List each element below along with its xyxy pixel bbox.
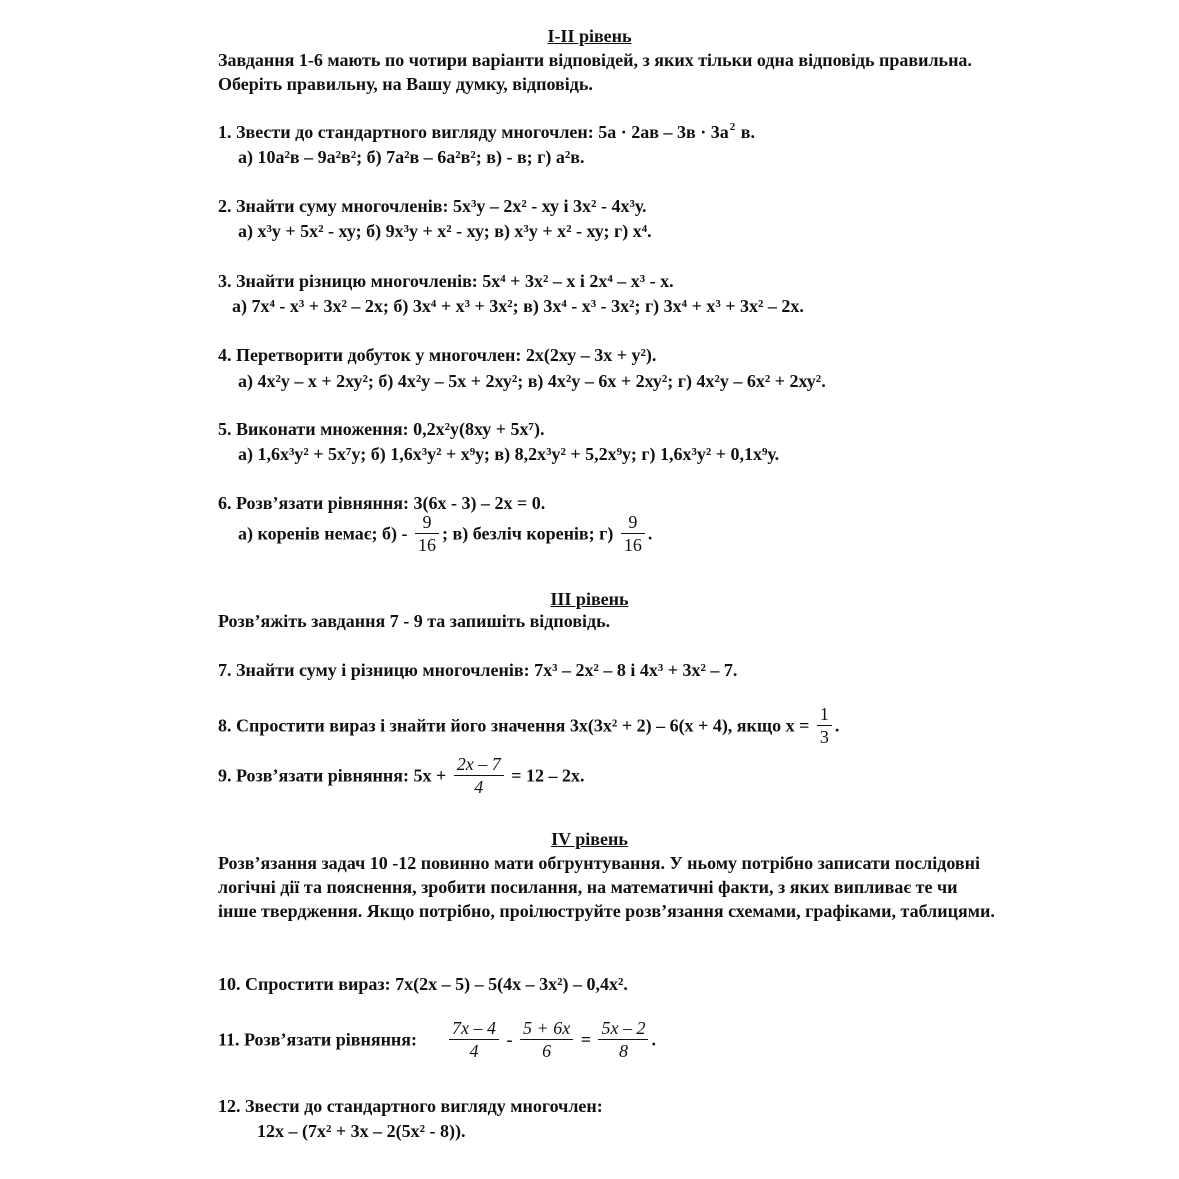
fraction-numerator: 1 (817, 705, 832, 726)
level-1-2-intro: Завдання 1-6 мають по чотири варіанти відповідей, з яких тільки одна відповідь правильна. Оберіть правильну, на Вашу думку, відповідь. (218, 50, 972, 94)
task-6-fraction-b (415, 513, 439, 554)
task-11-op-2: = (580, 1029, 591, 1050)
task-4-answers: а) 4х²у – х + 2ху²; б) 4х²у – 5х + 2ху²; в) 4х²у – 6х + 2ху²; г) 4х²у – 6х² + 2ху². (238, 371, 826, 391)
task-8-end: . (834, 715, 840, 736)
fraction-denominator: 8 (618, 1041, 628, 1061)
fraction-denominator: 16 (417, 535, 436, 555)
task-11-label: 11. Розв’язати рівняння: (218, 1029, 418, 1050)
task-9-fraction (454, 755, 504, 796)
fraction-denominator: 6 (542, 1041, 552, 1061)
task-12-question: 12. Звести до стандартного вигляду многочлен: (218, 1096, 603, 1116)
task-11-end: . (651, 1029, 656, 1050)
task-1-question-end: в. (736, 122, 755, 142)
task-1-answers: а) 10а²в – 9а²в²; б) 7а²в – 6а²в²; в) - в; г) а²в. (238, 147, 585, 167)
task-11-op-1: - (506, 1029, 513, 1050)
fraction-numerator: 9 (415, 513, 439, 534)
task-2-answers: а) х³у + 5х² - ху; б) 9х³у + х² - ху; в) х³у + х² - ху; г) х⁴. (238, 221, 652, 241)
task-2-question: 2. Знайти суму многочленів: 5х³у – 2х² - ху і 3х² - 4х³у. (218, 196, 647, 216)
task-1-question (218, 123, 755, 141)
task-11-fraction-2 (520, 1019, 573, 1060)
fraction-numerator: 5 + 6x (520, 1019, 573, 1040)
level-3-intro: Розв’яжіть завдання 7 - 9 та запишіть відповідь. (218, 611, 611, 631)
task-7-question: 7. Знайти суму і різницю многочленів: 7х³ – 2х² – 8 і 4х³ + 3х² – 7. (218, 660, 738, 680)
task-3-answers: а) 7х⁴ - х³ + 3х² – 2х; б) 3х⁴ + х³ + 3х²; в) 3х⁴ - х³ - 3х²; г) 3х⁴ + х³ + 3х² – 2х. (232, 296, 804, 316)
task-6-answers (238, 513, 652, 554)
task-6-answer-mid: ; в) безліч коренів; г) (441, 523, 614, 544)
task-9-question-text: 9. Розв’язати рівняння: 5х + (218, 765, 447, 786)
fraction-numerator: 2x – 7 (454, 755, 504, 776)
task-6-question: 6. Розв’язати рівняння: 3(6х - 3) – 2х = 0. (218, 493, 546, 513)
task-8-fraction (817, 705, 832, 746)
task-11-fraction-1 (449, 1019, 499, 1060)
level-4-intro: Розв’язання задач 10 -12 повинно мати обгрунтування. У ньому потрібно записати послідовні логічні дії та пояснення, зробити посилання, на математичні факти, з яких випливає те чи інше твердження. Якщо потрібно, проілюструйте розв’язання схемами, графіками, таблицями. (218, 853, 995, 921)
task-8-question (218, 705, 839, 746)
fraction-denominator: 16 (623, 535, 642, 555)
task-9-question (218, 755, 585, 796)
task-9-end: = 12 – 2х. (511, 765, 585, 786)
task-1-question-text: 1. Звести до стандартного вигляду многочлен: 5а · 2ав – 3в · 3а (218, 122, 729, 142)
fraction-denominator: 4 (469, 1041, 479, 1061)
fraction-numerator: 5x – 2 (598, 1019, 648, 1040)
task-10-question: 10. Спростити вираз: 7х(2х – 5) – 5(4х – 3х²) – 0,4х². (218, 974, 628, 994)
task-4-question: 4. Перетворити добуток у многочлен: 2х(2ху – 3х + у²). (218, 345, 657, 365)
task-5-question: 5. Виконати множення: 0,2х²у(8ху + 5х⁷). (218, 419, 545, 439)
fraction-denominator: 4 (474, 777, 484, 797)
fraction-numerator: 9 (621, 513, 645, 534)
task-12-expression: 12х – (7х² + 3х – 2(5х² - 8)). (257, 1121, 466, 1141)
task-8-question-text: 8. Спростити вираз і знайти його значення 3х(3х² + 2) – 6(х + 4), якщо х = (218, 715, 810, 736)
task-3-question: 3. Знайти різницю многочленів: 5х⁴ + 3х² – х і 2х⁴ – х³ - х. (218, 271, 674, 291)
task-6-answer-end: . (647, 523, 653, 544)
level-4-heading: IV рівень (551, 829, 628, 849)
fraction-numerator: 7x – 4 (449, 1019, 499, 1040)
task-11-question (218, 1019, 656, 1060)
level-1-2-heading: I-II рівень (547, 26, 632, 46)
task-6-answer-a: а) коренів немає; б) - (238, 523, 408, 544)
task-5-answers: а) 1,6х³у² + 5х⁷у; б) 1,6х³у² + х⁹у; в) 8,2х³у² + 5,2х⁹у; г) 1,6х³у² + 0,1х⁹у. (238, 444, 780, 464)
superscript: 2 (729, 121, 736, 133)
fraction-denominator: 3 (819, 727, 829, 747)
task-11-fraction-3 (598, 1019, 648, 1060)
level-3-heading: ІІІ рівень (550, 589, 629, 609)
task-6-fraction-g (621, 513, 645, 554)
